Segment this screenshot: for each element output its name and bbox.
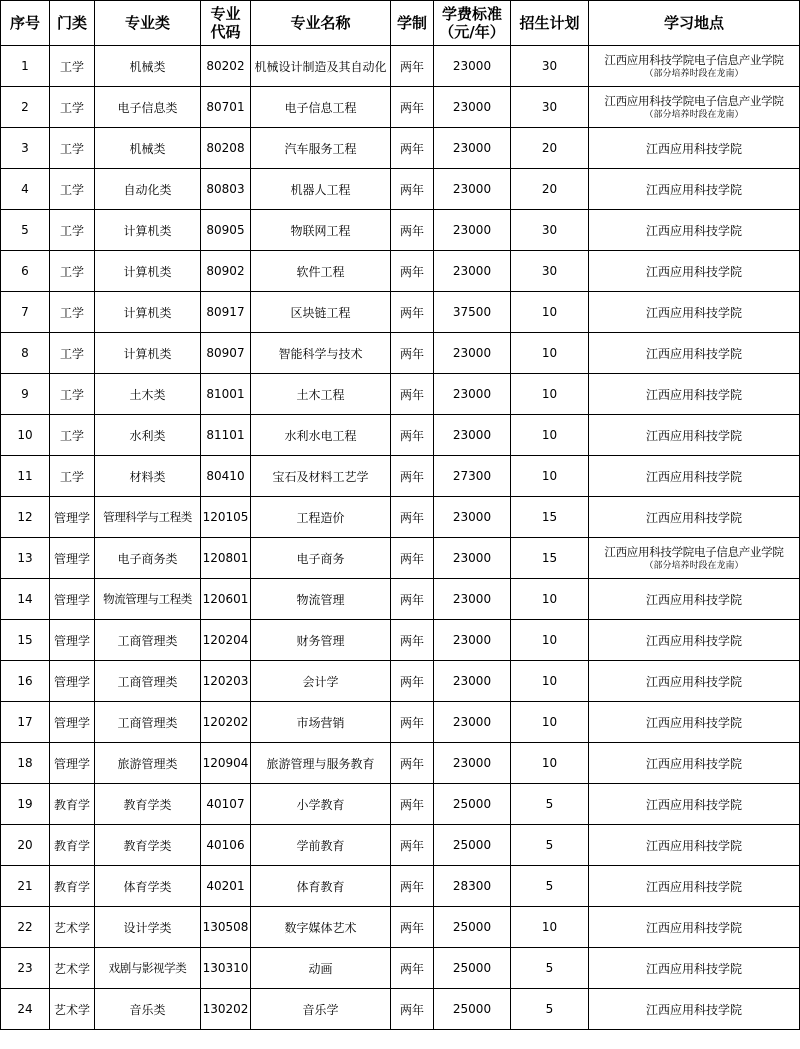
- table-row: [1, 497, 800, 538]
- table-row: [1, 989, 800, 1030]
- cell-code: 81101: [201, 415, 251, 456]
- cell-no: 12: [1, 497, 50, 538]
- cell-fee: 23000: [434, 333, 511, 374]
- cell-major-class: 工商管理类: [95, 620, 201, 661]
- header-location: 学习地点: [589, 1, 800, 46]
- cell-location: 江西应用科技学院: [589, 251, 800, 292]
- cell-code: 130310: [201, 948, 251, 989]
- cell-duration: 两年: [391, 128, 434, 169]
- cell-major-name: 电子信息工程: [251, 87, 391, 128]
- cell-major-name: 体育教育: [251, 866, 391, 907]
- location-name: 江西应用科技学院电子信息产业学院: [604, 52, 784, 67]
- cell-major-class: 教育学类: [95, 784, 201, 825]
- cell-plan: 10: [511, 907, 589, 948]
- cell-code: 120202: [201, 702, 251, 743]
- table-row: [1, 169, 800, 210]
- cell-duration: 两年: [391, 907, 434, 948]
- cell-category: 管理学: [50, 620, 95, 661]
- cell-duration: 两年: [391, 620, 434, 661]
- cell-duration: 两年: [391, 661, 434, 702]
- table-row: [1, 374, 800, 415]
- cell-major-name: 音乐学: [251, 989, 391, 1030]
- cell-category: 管理学: [50, 579, 95, 620]
- cell-no: 24: [1, 989, 50, 1030]
- cell-no: 15: [1, 620, 50, 661]
- cell-no: 4: [1, 169, 50, 210]
- cell-major-name: 汽车服务工程: [251, 128, 391, 169]
- cell-location: 江西应用科技学院: [589, 333, 800, 374]
- cell-duration: 两年: [391, 866, 434, 907]
- cell-duration: 两年: [391, 538, 434, 579]
- cell-no: 9: [1, 374, 50, 415]
- cell-duration: 两年: [391, 579, 434, 620]
- cell-major-class: 自动化类: [95, 169, 201, 210]
- cell-fee: 23000: [434, 251, 511, 292]
- cell-category: 工学: [50, 87, 95, 128]
- table-row: [1, 292, 800, 333]
- location-note: （部分培养时段在龙南）: [644, 109, 744, 120]
- cell-plan: 30: [511, 210, 589, 251]
- cell-major-name: 电子商务: [251, 538, 391, 579]
- cell-major-class: 教育学类: [95, 825, 201, 866]
- cell-location: 江西应用科技学院: [589, 620, 800, 661]
- cell-plan: 30: [511, 87, 589, 128]
- cell-major-name: 学前教育: [251, 825, 391, 866]
- cell-major-name: 机器人工程: [251, 169, 391, 210]
- header-duration: 学制: [391, 1, 434, 46]
- table-row: [1, 661, 800, 702]
- cell-plan: 10: [511, 661, 589, 702]
- cell-major-class: 戏剧与影视学类: [95, 948, 201, 989]
- cell-major-name: 机械设计制造及其自动化: [251, 46, 391, 87]
- cell-location: 江西应用科技学院: [589, 579, 800, 620]
- cell-major-name: 物联网工程: [251, 210, 391, 251]
- cell-major-name: 市场营销: [251, 702, 391, 743]
- cell-category: 工学: [50, 210, 95, 251]
- cell-major-class: 旅游管理类: [95, 743, 201, 784]
- cell-code: 120904: [201, 743, 251, 784]
- cell-code: 120105: [201, 497, 251, 538]
- cell-location: [589, 46, 800, 87]
- cell-location: 江西应用科技学院: [589, 210, 800, 251]
- cell-duration: 两年: [391, 251, 434, 292]
- cell-fee: 23000: [434, 169, 511, 210]
- table-row: [1, 251, 800, 292]
- cell-code: 120801: [201, 538, 251, 579]
- cell-location: 江西应用科技学院: [589, 784, 800, 825]
- cell-no: 19: [1, 784, 50, 825]
- cell-category: 管理学: [50, 497, 95, 538]
- cell-major-class: 机械类: [95, 46, 201, 87]
- cell-location: 江西应用科技学院: [589, 948, 800, 989]
- cell-plan: 10: [511, 333, 589, 374]
- cell-plan: 5: [511, 989, 589, 1030]
- cell-duration: 两年: [391, 948, 434, 989]
- cell-major-name: 区块链工程: [251, 292, 391, 333]
- header-category: 门类: [50, 1, 95, 46]
- cell-major-class: 电子信息类: [95, 87, 201, 128]
- table-body: [1, 46, 800, 1030]
- location-note: （部分培养时段在龙南）: [644, 560, 744, 571]
- cell-plan: 10: [511, 456, 589, 497]
- cell-no: 3: [1, 128, 50, 169]
- header-class: 专业类: [95, 1, 201, 46]
- table-row: [1, 907, 800, 948]
- cell-duration: 两年: [391, 497, 434, 538]
- cell-fee: 23000: [434, 210, 511, 251]
- cell-major-class: 计算机类: [95, 292, 201, 333]
- cell-code: 130202: [201, 989, 251, 1030]
- cell-location: 江西应用科技学院: [589, 866, 800, 907]
- cell-location: 江西应用科技学院: [589, 374, 800, 415]
- cell-code: 40106: [201, 825, 251, 866]
- cell-major-class: 管理科学与工程类: [95, 497, 201, 538]
- cell-location: 江西应用科技学院: [589, 661, 800, 702]
- table-row: [1, 948, 800, 989]
- cell-major-class: 土木类: [95, 374, 201, 415]
- cell-category: 工学: [50, 292, 95, 333]
- header-no: 序号: [1, 1, 50, 46]
- cell-fee: 27300: [434, 456, 511, 497]
- location-name: 江西应用科技学院电子信息产业学院: [604, 93, 784, 108]
- cell-no: 2: [1, 87, 50, 128]
- table-row: [1, 702, 800, 743]
- cell-major-class: 体育学类: [95, 866, 201, 907]
- cell-no: 8: [1, 333, 50, 374]
- header-fee: 学费标准 （元/年）: [434, 1, 511, 46]
- cell-major-name: 旅游管理与服务教育: [251, 743, 391, 784]
- cell-no: 1: [1, 46, 50, 87]
- cell-location: 江西应用科技学院: [589, 743, 800, 784]
- cell-category: 工学: [50, 374, 95, 415]
- cell-code: 40107: [201, 784, 251, 825]
- cell-no: 20: [1, 825, 50, 866]
- cell-fee: 23000: [434, 87, 511, 128]
- table-row: [1, 87, 800, 128]
- table-row: [1, 210, 800, 251]
- cell-category: 工学: [50, 46, 95, 87]
- cell-fee: 23000: [434, 128, 511, 169]
- cell-plan: 20: [511, 169, 589, 210]
- cell-no: 6: [1, 251, 50, 292]
- cell-fee: 23000: [434, 374, 511, 415]
- cell-code: 120601: [201, 579, 251, 620]
- cell-fee: 23000: [434, 497, 511, 538]
- cell-no: 21: [1, 866, 50, 907]
- cell-no: 5: [1, 210, 50, 251]
- cell-major-name: 智能科学与技术: [251, 333, 391, 374]
- cell-fee: 23000: [434, 415, 511, 456]
- header-code: 专业 代码: [201, 1, 251, 46]
- cell-major-class: 工商管理类: [95, 702, 201, 743]
- cell-fee: 28300: [434, 866, 511, 907]
- cell-category: 工学: [50, 456, 95, 497]
- cell-duration: 两年: [391, 743, 434, 784]
- cell-category: 工学: [50, 415, 95, 456]
- table-row: [1, 579, 800, 620]
- cell-major-class: 机械类: [95, 128, 201, 169]
- cell-fee: 25000: [434, 907, 511, 948]
- cell-major-class: 音乐类: [95, 989, 201, 1030]
- cell-code: 80202: [201, 46, 251, 87]
- cell-category: 管理学: [50, 702, 95, 743]
- cell-major-name: 数字媒体艺术: [251, 907, 391, 948]
- cell-duration: 两年: [391, 169, 434, 210]
- cell-plan: 10: [511, 374, 589, 415]
- table-row: [1, 538, 800, 579]
- cell-plan: 5: [511, 825, 589, 866]
- header-plan: 招生计划: [511, 1, 589, 46]
- cell-duration: 两年: [391, 702, 434, 743]
- cell-category: 艺术学: [50, 948, 95, 989]
- location-name: 江西应用科技学院电子信息产业学院: [604, 544, 784, 559]
- cell-fee: 25000: [434, 989, 511, 1030]
- cell-code: 120204: [201, 620, 251, 661]
- cell-no: 17: [1, 702, 50, 743]
- cell-code: 81001: [201, 374, 251, 415]
- cell-plan: 15: [511, 497, 589, 538]
- cell-no: 14: [1, 579, 50, 620]
- cell-major-name: 土木工程: [251, 374, 391, 415]
- cell-plan: 15: [511, 538, 589, 579]
- cell-plan: 10: [511, 292, 589, 333]
- header-row: [1, 1, 800, 46]
- cell-category: 教育学: [50, 866, 95, 907]
- cell-fee: 25000: [434, 948, 511, 989]
- table-header: [1, 1, 800, 46]
- cell-category: 艺术学: [50, 989, 95, 1030]
- header-name: 专业名称: [251, 1, 391, 46]
- cell-major-class: 物流管理与工程类: [95, 579, 201, 620]
- cell-major-name: 小学教育: [251, 784, 391, 825]
- cell-duration: 两年: [391, 784, 434, 825]
- cell-fee: 25000: [434, 825, 511, 866]
- cell-location: [589, 538, 800, 579]
- cell-fee: 23000: [434, 620, 511, 661]
- cell-category: 管理学: [50, 538, 95, 579]
- cell-no: 10: [1, 415, 50, 456]
- cell-major-name: 动画: [251, 948, 391, 989]
- cell-location: 江西应用科技学院: [589, 128, 800, 169]
- cell-fee: 23000: [434, 702, 511, 743]
- cell-major-class: 材料类: [95, 456, 201, 497]
- location-note: （部分培养时段在龙南）: [644, 68, 744, 79]
- cell-major-name: 财务管理: [251, 620, 391, 661]
- cell-major-class: 水利类: [95, 415, 201, 456]
- table-row: [1, 415, 800, 456]
- cell-major-name: 软件工程: [251, 251, 391, 292]
- cell-major-name: 水利水电工程: [251, 415, 391, 456]
- cell-fee: 23000: [434, 743, 511, 784]
- cell-code: 80208: [201, 128, 251, 169]
- cell-fee: 23000: [434, 661, 511, 702]
- cell-major-class: 电子商务类: [95, 538, 201, 579]
- cell-major-class: 计算机类: [95, 251, 201, 292]
- cell-code: 80905: [201, 210, 251, 251]
- cell-code: 80701: [201, 87, 251, 128]
- cell-category: 艺术学: [50, 907, 95, 948]
- cell-location: 江西应用科技学院: [589, 169, 800, 210]
- cell-plan: 30: [511, 251, 589, 292]
- table-row: [1, 456, 800, 497]
- cell-code: 80917: [201, 292, 251, 333]
- cell-location: 江西应用科技学院: [589, 292, 800, 333]
- cell-plan: 30: [511, 46, 589, 87]
- cell-category: 工学: [50, 128, 95, 169]
- cell-fee: 23000: [434, 46, 511, 87]
- cell-duration: 两年: [391, 989, 434, 1030]
- cell-location: 江西应用科技学院: [589, 825, 800, 866]
- cell-no: 7: [1, 292, 50, 333]
- cell-no: 13: [1, 538, 50, 579]
- cell-duration: 两年: [391, 456, 434, 497]
- cell-location: [589, 87, 800, 128]
- cell-plan: 10: [511, 702, 589, 743]
- cell-code: 80803: [201, 169, 251, 210]
- cell-plan: 10: [511, 743, 589, 784]
- cell-location: 江西应用科技学院: [589, 907, 800, 948]
- table-row: [1, 866, 800, 907]
- cell-major-class: 计算机类: [95, 333, 201, 374]
- table-row: [1, 743, 800, 784]
- table-row: [1, 620, 800, 661]
- cell-no: 11: [1, 456, 50, 497]
- cell-duration: 两年: [391, 87, 434, 128]
- cell-duration: 两年: [391, 210, 434, 251]
- cell-major-name: 宝石及材料工艺学: [251, 456, 391, 497]
- cell-plan: 5: [511, 948, 589, 989]
- cell-major-class: 设计学类: [95, 907, 201, 948]
- cell-code: 80902: [201, 251, 251, 292]
- cell-no: 22: [1, 907, 50, 948]
- cell-duration: 两年: [391, 374, 434, 415]
- table-row: [1, 333, 800, 374]
- cell-category: 管理学: [50, 743, 95, 784]
- cell-location: 江西应用科技学院: [589, 702, 800, 743]
- cell-category: 工学: [50, 169, 95, 210]
- table-row: [1, 825, 800, 866]
- cell-plan: 10: [511, 620, 589, 661]
- table-row: [1, 784, 800, 825]
- cell-fee: 25000: [434, 784, 511, 825]
- cell-major-name: 会计学: [251, 661, 391, 702]
- cell-location: 江西应用科技学院: [589, 989, 800, 1030]
- cell-duration: 两年: [391, 333, 434, 374]
- cell-duration: 两年: [391, 292, 434, 333]
- cell-plan: 10: [511, 415, 589, 456]
- cell-fee: 23000: [434, 538, 511, 579]
- cell-plan: 10: [511, 579, 589, 620]
- cell-duration: 两年: [391, 415, 434, 456]
- cell-major-class: 工商管理类: [95, 661, 201, 702]
- cell-code: 120203: [201, 661, 251, 702]
- cell-category: 工学: [50, 251, 95, 292]
- cell-category: 教育学: [50, 825, 95, 866]
- cell-location: 江西应用科技学院: [589, 497, 800, 538]
- cell-major-class: 计算机类: [95, 210, 201, 251]
- cell-fee: 37500: [434, 292, 511, 333]
- cell-code: 40201: [201, 866, 251, 907]
- cell-major-name: 物流管理: [251, 579, 391, 620]
- table-row: [1, 46, 800, 87]
- cell-location: 江西应用科技学院: [589, 456, 800, 497]
- cell-plan: 5: [511, 866, 589, 907]
- cell-plan: 20: [511, 128, 589, 169]
- cell-category: 管理学: [50, 661, 95, 702]
- cell-code: 130508: [201, 907, 251, 948]
- cell-duration: 两年: [391, 825, 434, 866]
- cell-code: 80907: [201, 333, 251, 374]
- cell-no: 16: [1, 661, 50, 702]
- cell-no: 23: [1, 948, 50, 989]
- cell-category: 教育学: [50, 784, 95, 825]
- table-row: [1, 128, 800, 169]
- cell-no: 18: [1, 743, 50, 784]
- cell-fee: 23000: [434, 579, 511, 620]
- cell-category: 工学: [50, 333, 95, 374]
- cell-duration: 两年: [391, 46, 434, 87]
- cell-location: 江西应用科技学院: [589, 415, 800, 456]
- cell-plan: 5: [511, 784, 589, 825]
- cell-code: 80410: [201, 456, 251, 497]
- cell-major-name: 工程造价: [251, 497, 391, 538]
